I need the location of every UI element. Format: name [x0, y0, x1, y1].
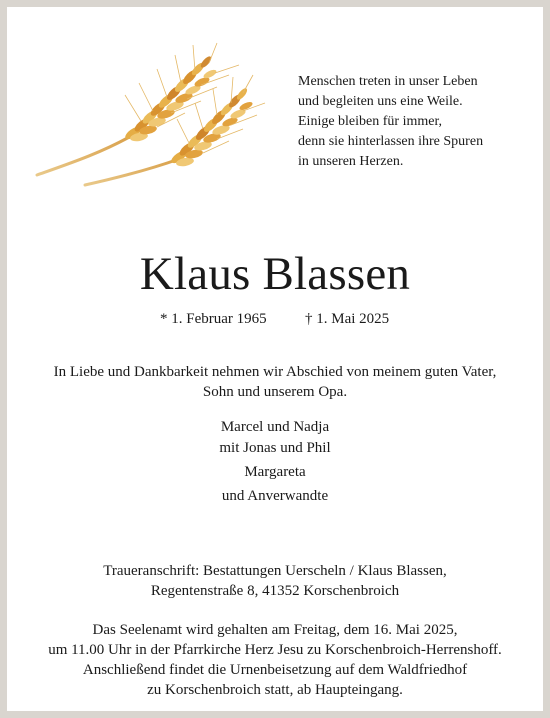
service-details	[7, 620, 543, 700]
poem-line: und begleiten uns eine Weile.	[298, 94, 463, 109]
mourner-line: und Anverwandte	[221, 488, 329, 504]
deceased-name: Klaus Blassen	[139, 248, 411, 300]
service-line: Das Seelenamt wird gehalten am Freitag, dem 16. Mai 2025,	[92, 622, 458, 638]
mourner-line: Marcel und Nadja	[220, 419, 330, 435]
birth-date: * 1. Februar 1965	[160, 311, 267, 327]
poem-line: Einige bleiben für immer,	[298, 114, 443, 129]
poem	[298, 72, 483, 172]
poem-line: Menschen treten in unser Leben	[298, 74, 478, 89]
death-date: † 1. Mai 2025	[305, 311, 390, 327]
mourning-address	[7, 561, 543, 601]
service-line: Anschließend findet die Urnenbeisetzung auf dem Waldfriedhof	[82, 662, 468, 678]
poem-line: denn sie hinterlassen ihre Spuren	[298, 134, 484, 149]
service-line: um 11.00 Uhr in der Pfarrkirche Herz Jesu zu Korschenbroich-Herrenshoff.	[48, 642, 502, 658]
poem-line: in unseren Herzen.	[298, 154, 404, 169]
mourner-line: Margareta	[244, 464, 306, 480]
wheat-ears-icon	[21, 35, 269, 211]
address-line: Traueranschrift: Bestattungen Uerscheln / Klaus Blassen,	[103, 563, 447, 579]
farewell-line: In Liebe und Dankbarkeit nehmen wir Abschied von meinem guten Vater,	[53, 364, 497, 380]
service-line: zu Korschenbroich statt, ab Haupteingang.	[147, 682, 403, 698]
mourner-line: mit Jonas und Phil	[219, 440, 331, 456]
mourners	[7, 417, 543, 507]
farewell-line: Sohn und unserem Opa.	[202, 384, 348, 400]
address-line: Regentenstraße 8, 41352 Korschenbroich	[150, 583, 400, 599]
farewell-text	[7, 362, 543, 402]
